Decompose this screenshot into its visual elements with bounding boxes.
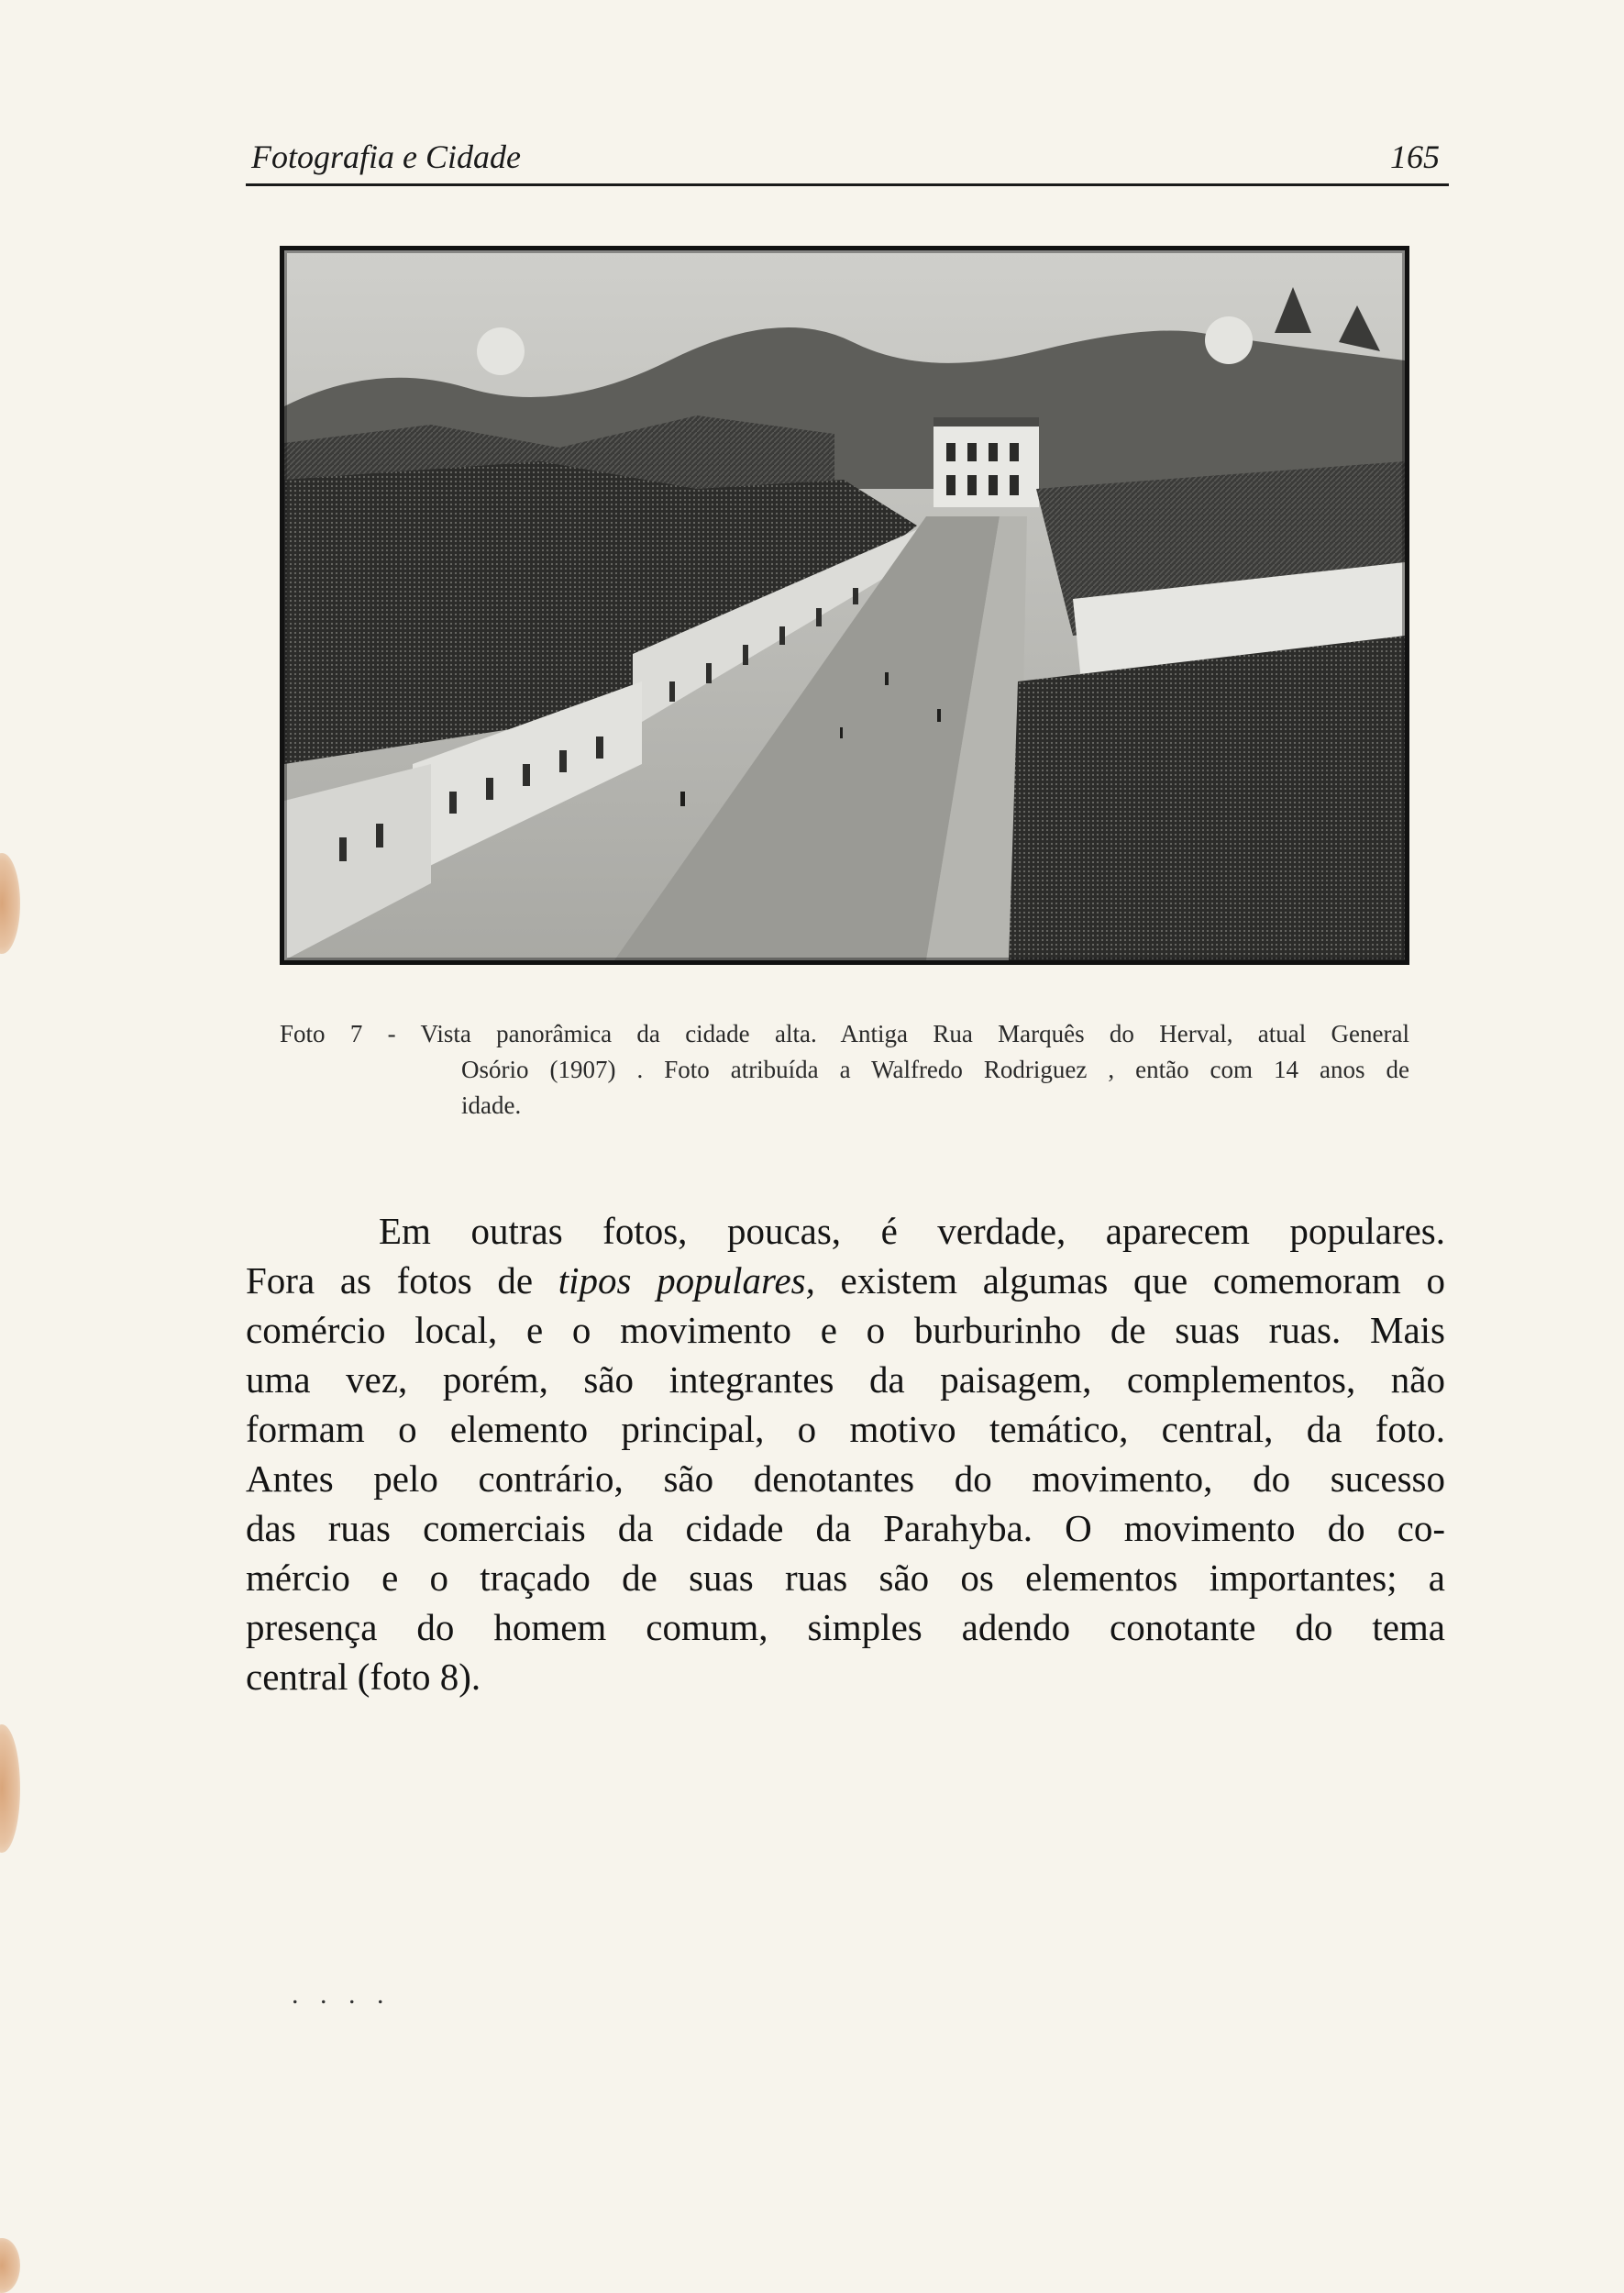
page-edge-stain: [0, 853, 20, 954]
caption-line: Foto 7 - Vista panorâmica da cidade alta. Antiga Rua Marquês do Herval, atual General: [280, 1020, 1409, 1047]
body-line: das ruas comerciais da cidade da Parahyba. O movimento do co-: [246, 1507, 1445, 1549]
page-edge-stain: [0, 1724, 20, 1853]
body-text-run: Fora as fotos de: [246, 1259, 558, 1302]
body-line: Em outras fotos, poucas, é verdade, aparecem populares.: [379, 1210, 1445, 1252]
page-edge-stain: [0, 2238, 20, 2293]
photo-illustration: [284, 250, 1405, 960]
header-rule: [246, 183, 1449, 186]
body-paragraph: [246, 1206, 1445, 1701]
page-number: 165: [1390, 138, 1440, 175]
body-text-run: existem algumas que comemoram o: [814, 1259, 1445, 1302]
body-line: Antes pelo contrário, são denotantes do movimento, do sucesso: [246, 1457, 1445, 1500]
caption-line: idade.: [461, 1091, 522, 1119]
running-title: Fotografia e Cidade: [251, 138, 521, 175]
historic-street-photo: [280, 246, 1409, 965]
caption-line: Osório (1907) . Foto atribuída a Walfredo Rodriguez , então com 14 anos de: [461, 1056, 1409, 1083]
body-line: central (foto 8).: [246, 1656, 481, 1698]
body-line-emphasis-row: [246, 1256, 1445, 1305]
body-line: uma vez, porém, são integrantes da paisagem, complementos, não: [246, 1358, 1445, 1401]
body-line: comércio local, e o movimento e o burburinho de suas ruas. Mais: [246, 1309, 1445, 1351]
body-line: formam o elemento principal, o motivo temático, central, da foto.: [246, 1408, 1445, 1450]
body-line: presença do homem comum, simples adendo conotante do tema: [246, 1606, 1445, 1648]
figure-caption: [280, 1016, 1409, 1124]
emphasis-tipos-populares: tipos populares,: [558, 1259, 815, 1302]
body-line: mércio e o traçado de suas ruas são os elementos importantes; a: [246, 1556, 1445, 1599]
footer-dots: . . . .: [292, 1979, 392, 2010]
running-header: [246, 138, 1447, 183]
